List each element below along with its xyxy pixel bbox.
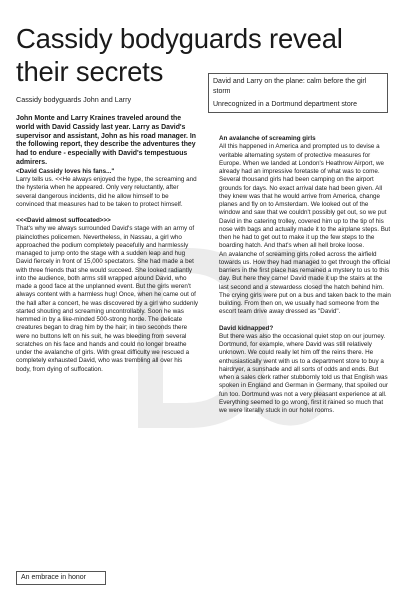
caption-plane: David and Larry on the plane: calm before the girl storm — [213, 78, 367, 95]
photo-credit: Cassidy bodyguards John and Larry — [16, 95, 132, 104]
section-body-avalanche-2: An avalanche of screaming girls rolled across the airfield towards us. How they had managed to get through the official barriers in the first place has remained a mystery to us to this day. But here they came! David made it up the stairs at the last second and a stewardess closed the hatch behind him. The crying girls were put on a bus and taken back to the main building. From then on, we usually had someone from the escort team drive away dressed as "David". — [219, 250, 391, 316]
section-heading-suffocated: <<<David almost suffocated>>> — [16, 217, 111, 225]
section-body-fans: Larry tells us. <<He always enjoyed the hype, the screaming and the hysteria when he appeared. Only very reluctantly, after several dangerous incidents, did he allow himself to be convinced that measures had to be taken to protect himself. — [16, 176, 197, 208]
left-column — [16, 115, 198, 374]
caption-embrace: An embrace in honor — [16, 571, 106, 585]
lead-paragraph: John Monte and Larry Kraines traveled around the world with David Cassidy last year. Larry as David's supervisor and assistant, John as his road manager. In the following report, they describe the adventures they had to endure - especially with David's tempestuous admirers. — [16, 115, 196, 166]
photo-caption-box — [208, 73, 388, 113]
section-heading-fans: <David Cassidy loves his fans..." — [16, 167, 115, 175]
caption-store: Unrecognized in a Dortmund department store — [213, 101, 357, 108]
right-column — [219, 135, 391, 415]
section-body-kidnapped-2: Everything seemed to go wrong, first it rained so much that we were literally stuck in our hotel rooms. — [219, 398, 384, 414]
section-heading-kidnapped: David kidnapped? — [219, 324, 274, 332]
section-body-suffocated: That's why we always surrounded David's stage with an army of plainclothes policemen. Nevertheless, in Nassau, a girl who approached the podium completely peacefully and harmlessly managed to jump onto the stage with a sudden leap and hug David fiercely in front of 15,000 spectators. She had made a bet with three friends that she would succeed. She looked radiantly into the audience, both arms still wrapped around David, who made a good face at the unplanned event. But the girls weren't always content with a harmless hug! Once, when he came out of the hall after a concert, he was discovered by a girl who suddenly started shouting and screaming uncontrollably. Soon he was hemmed in by a like-minded 500-strong horde. The delicate creatures began to drag him by the hair; in two seconds there were no buttons left on his suit, he was bleeding from several scratches on his face and hands and could no longer breathe under the avalanche of girls. With great difficulty we rescued a completely exhausted David, who was trembling all over his body, from dying of suffocation. — [16, 225, 199, 373]
section-heading-avalanche: An avalanche of screaming girls — [219, 135, 316, 142]
section-body-avalanche-1: All this happened in America and prompted us to devise a veritable alternating system of protective measures for Europe. When we landed at London's Heathrow Airport, we already had an impressive foretaste of what was to come. Several thousand girls had been camping on the airport grounds for days. No exact arrival date had been given. All they knew was that he would arrive from America, change planes and fly on to Amsterdam. We looked out of the window and saw that we couldn't possibly get out, so we put David in the catering trolley, covered him up to the tip of his nose with bags and actually made it to the airplane steps. But then he had to get out to make it up the few steps to the boarding hatch. And that's when all hell broke loose. — [219, 143, 391, 250]
section-body-kidnapped-1: But there was also the occasional quiet stop on our journey. Dortmund, for example, where David was still relatively unknown. We could really let him off the reins there. He enthusiastically went with us to a department store to buy a hairdryer, a sunshade and all sorts of odds and ends. But when a sales clerk rather stubbornly told us that English was spoken in England and German in Germany, that spoiled our fun too. Dortmund was not a very pleasant experience at all. — [219, 332, 388, 398]
page-title: Cassidy bodyguards reveal their secrets — [16, 23, 343, 87]
